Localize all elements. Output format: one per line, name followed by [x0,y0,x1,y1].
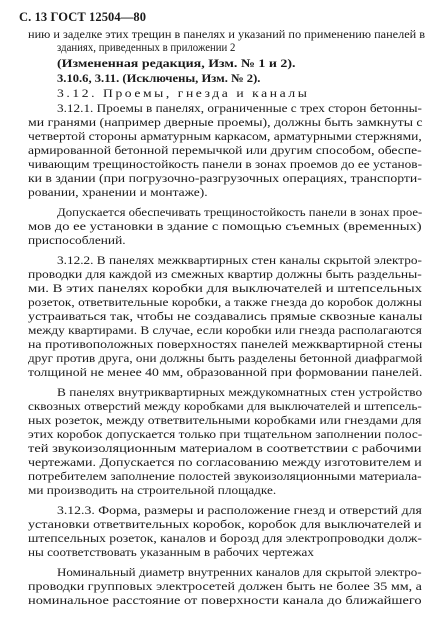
text-line: В панелях внутриквартирных междукомнатных стен устройство [57,386,423,399]
text-line: ны соответствовать указанным в рабочих чертежах [28,546,314,559]
text-line: мов до ее установки в здание с помощью съемных (временных) [28,220,422,233]
text-line: ных розеток, между ответвительными коробками или гнездами для [28,414,422,427]
text-line: сквозных отверстий между коробками для выключателей и штепсель- [28,400,422,413]
text-line: штепсельных розеток, каналов и борозд для электропроводки долж- [28,532,422,545]
text-line: 3.10.6, 3.11. (Исключены, Изм. № 2). [57,72,261,85]
text-line: ми гранями (например дверные проемы), должны быть замкнуты с [28,116,423,129]
text-line: 3.12. Проемы, гнезда и каналы [57,87,310,100]
text-line: толщиной не менее 40 мм, образованной при формовании панелей. [28,366,423,379]
text-line: 3.12.2. В панелях межквартирных стен каналы скрытой электро- [57,254,422,267]
text-line: ки в здании (при погрузочно-разгрузочных операциях, транспорти- [28,172,422,185]
text-line: потребителем заполнение полостей звукоизоляционными материала- [28,470,422,483]
text-line: проводки групповых электросетей должен быть не более 35 мм, а [28,580,422,593]
text-line: между квартирами. В случае, если коробки или гнезда располагаются [28,324,422,337]
text-line: ми производить на строительной площадке. [28,484,277,497]
text-line: проводки для каждой из смежных квартир должны быть раздельны- [28,268,422,281]
text-line: (Измененная редакция, Изм. № 1 и 2). [57,57,296,70]
text-line: Номинальный диаметр внутренних каналов для скрытой электро- [57,566,422,579]
text-line: чивающим трещиностойкость панели в зонах проемов до ее установ- [28,158,423,171]
text-line: нию и заделке этих трещин в панелях и указаний по применению панелей в [28,28,426,41]
text-line: зданиях, приведенных в приложении 2 [57,41,236,54]
page-header: С. 13 ГОСТ 12504—80 [19,10,147,24]
text-line: на противоположных поверхностях панелей межквартирной стены [28,338,423,351]
text-line: установки ответвительных коробок, коробок для выключателей и [28,518,422,531]
text-line: тей звукоизоляционным материалом в соответствии с рабочими [28,442,422,455]
text-line: 3.12.3. Форма, размеры и расположение гнезд и отверстий для [57,504,422,517]
text-line: ми. В этих панелях коробки для выключателей и штепсельных [28,282,422,295]
text-line: ровании, хранении и монтаже). [28,186,208,199]
text-line: Допускается обеспечивать трещиностойкость панели в зонах прое- [57,206,423,219]
text-line: приспособлений. [28,234,126,247]
text-line: чертежами. Допускается по согласованию между изготовителем и [28,456,422,469]
text-line: 3.12.1. Проемы в панелях, ограниченные с трех сторон бетонны- [57,102,422,115]
text-line: друг против друга, они должны быть разделены бетонной диафрагмой [28,352,423,365]
text-line: розеток, ответвительные коробки, а также гнезда до коробок должны [28,296,422,309]
text-line: устраиваться так, чтобы не создавались прямые сквозные каналы [28,310,423,323]
text-line: этих коробок допускается только при тщательном заполнении полос- [28,428,423,441]
text-line: номинальное расстояние от поверхности канала до ближайшего [28,594,422,607]
text-line: армированной бетонной перемычкой или другим способом, обеспе- [28,144,422,157]
text-line: четвертой стороны арматурным каркасом, арматурными стержнями, [28,130,422,143]
